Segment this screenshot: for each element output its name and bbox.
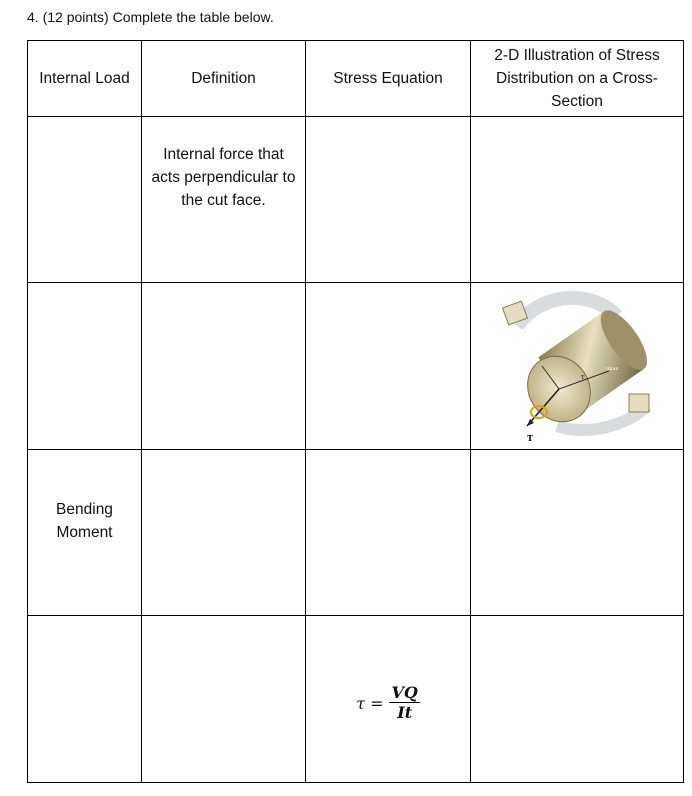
answer-table: [27, 40, 684, 783]
header-illustration-label: 2-D Illustration of Stress Distribution on a Cross-Section: [494, 47, 660, 110]
header-definition: Definition: [142, 41, 306, 117]
cell-stress-equation[interactable]: [306, 283, 471, 450]
torsion-shaft-figure: [497, 286, 657, 446]
cell-internal-load[interactable]: [28, 616, 142, 783]
cell-definition: [142, 117, 306, 283]
cell-stress-equation[interactable]: [306, 117, 471, 283]
equation-denominator: It: [397, 702, 413, 722]
torque-label: T: [527, 433, 533, 443]
cell-definition[interactable]: [142, 450, 306, 616]
cell-illustration[interactable]: [471, 117, 684, 283]
cell-definition[interactable]: [142, 616, 306, 783]
question-header: [27, 9, 274, 25]
equation-lhs: τ =: [356, 693, 384, 713]
tau-label: τ: [581, 374, 585, 381]
equation-numerator: VQ: [391, 682, 418, 702]
equation-fraction: [389, 684, 419, 723]
cell-illustration: [471, 283, 684, 450]
header-stress-equation: Stress Equation: [306, 41, 471, 117]
cell-definition[interactable]: [142, 283, 306, 450]
table-row: [28, 117, 684, 283]
table-header-row: [28, 41, 684, 117]
question-text: (12 points) Complete the table below.: [42, 9, 274, 25]
cell-illustration[interactable]: [471, 616, 684, 783]
cell-internal-load[interactable]: [28, 283, 142, 450]
internal-load-text: Bending Moment: [56, 501, 113, 541]
question-number: 4.: [27, 9, 39, 25]
cell-internal-load: [28, 450, 142, 616]
table-row: [28, 450, 684, 616]
cell-stress-equation[interactable]: [306, 450, 471, 616]
header-internal-load: Internal Load: [28, 41, 142, 117]
cell-stress-equation: [306, 616, 471, 783]
definition-text: Internal force that acts perpendicular to the cut face.: [151, 146, 296, 209]
table-row: [28, 283, 684, 450]
cell-internal-load[interactable]: [28, 117, 142, 283]
table-row: [28, 616, 684, 783]
shear-stress-equation: [356, 684, 420, 723]
header-illustration: [471, 41, 684, 117]
tau-max-label: τmax: [605, 366, 619, 372]
cell-illustration[interactable]: [471, 450, 684, 616]
